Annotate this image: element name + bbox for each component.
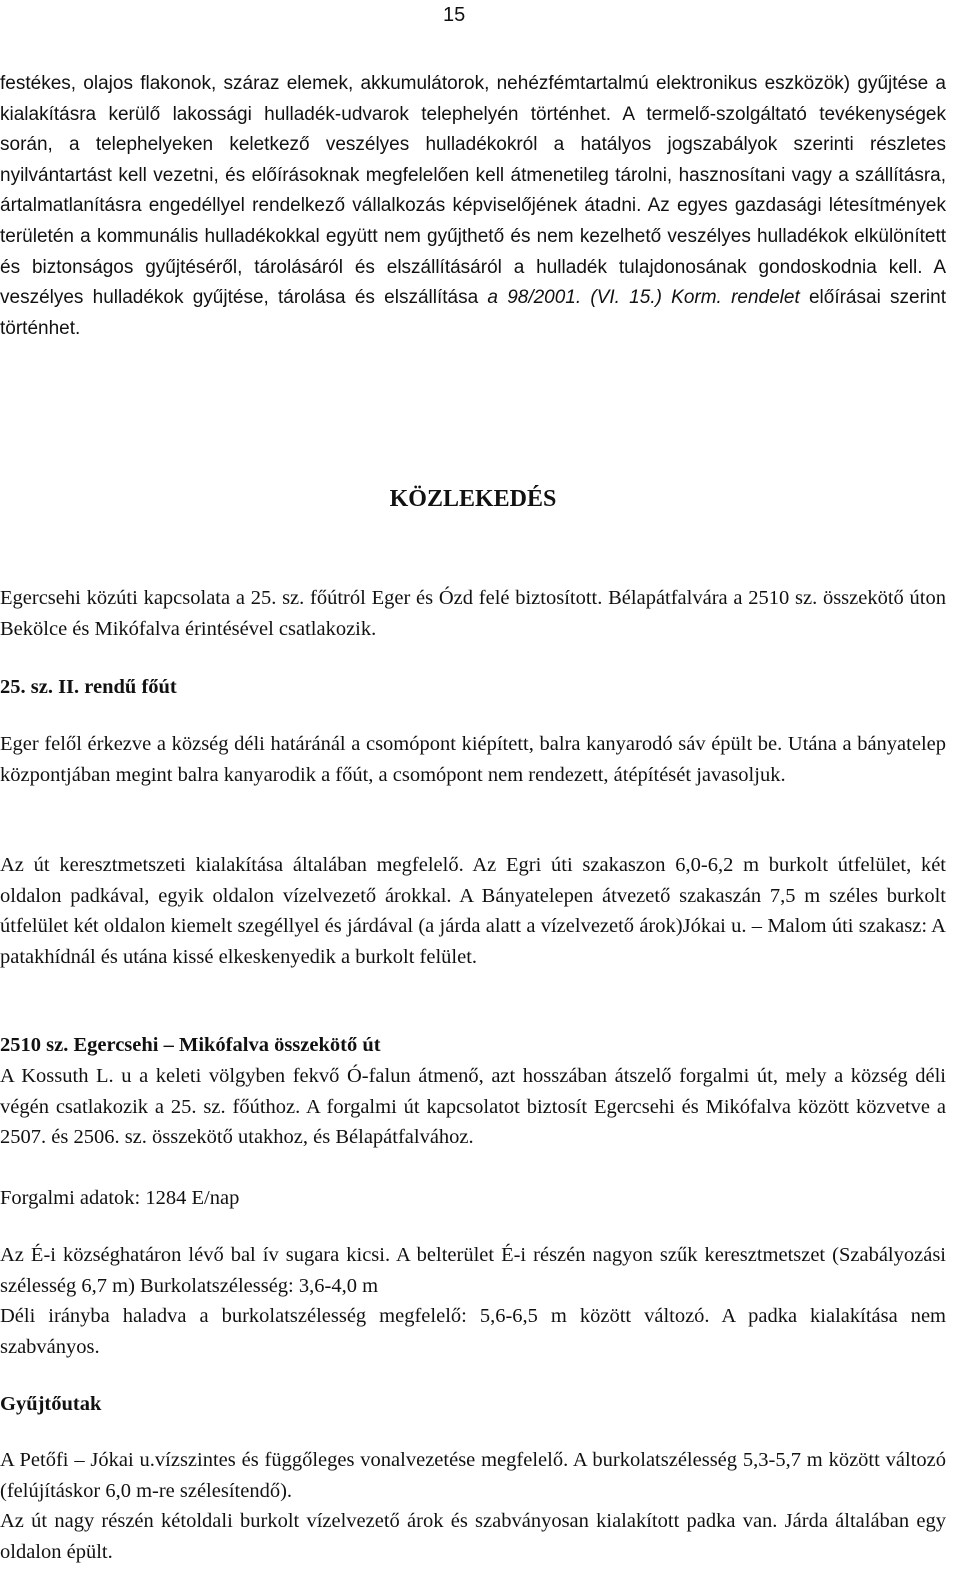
paragraph-road-25-cross-section: Az út keresztmetszeti kialakítása általában megfelelő. Az Egri úti szakaszon 6,0-6,2 m burkolt útfelület, két oldalon padkával, egyik oldalon vízelvezető árokkal. A Bányatelepen átvezető szakaszán 7,5 m széles burkolt útfelület két oldalon kiemelt szegéllyel és járdával (a járda alatt a vízelvezető árok)Jókai u. – Malom úti szakasz: A patakhídnál és utána kissé elkeskenyedik a burkolt felület. (0, 854, 946, 968)
heading-road-2510: 2510 sz. Egercsehi – Mikófalva összekötő út (0, 1034, 381, 1056)
paragraph-hazardous-waste (0, 69, 946, 344)
paragraph-collector-petofi-jokai: A Petőfi – Jókai u.vízszintes és függőleges vonalvezetése megfelelő. A burkolatszélesség 5,3-5,7 m között változó (felújításkor 6,0 m-re szélesítendő). (0, 1449, 946, 1502)
heading-collector-roads: Gyűjtőutak (0, 1393, 102, 1415)
paragraph-south-section: Déli irányba haladva a burkolatszélesség megfelelő: 5,6-6,5 m között változó. A padka kialakítása nem szabványos. (0, 1305, 946, 1358)
paragraph-intro: Egercsehi közúti kapcsolata a 25. sz. főútról Eger és Ózd felé biztosított. Bélapátfalvára a 2510 sz. összekötő úton Bekölce és Mikófalva érintésével csatlakozik. (0, 587, 946, 640)
paragraph-hazardous-waste-text-b: előírásai szerint történhet. (0, 287, 946, 339)
paragraph-traffic-data: Forgalmi adatok: 1284 E/nap (0, 1187, 240, 1209)
regulation-reference: a 98/2001. (VI. 15.) Korm. rendelet (487, 287, 800, 309)
paragraph-road-25-junction: Eger felől érkezve a község déli határánál a csomópont kiépített, balra kanyarodó sáv épült be. Utána a bányatelep központjában megint balra kanyarodik a főút, a csomópont nem rendezett, átépítését javasoljuk. (0, 733, 946, 786)
paragraph-collector-drainage: Az út nagy részén kétoldali burkolt vízelvezető árok és szabványosan kialakított padka van. Járda általában egy oldalon épült. (0, 1510, 946, 1563)
heading-road-25: 25. sz. II. rendű főút (0, 676, 177, 698)
paragraph-road-2510-route: A Kossuth L. u a keleti völgyben fekvő Ó-falun átmenő, azt hosszában átszelő forgalmi út, mely a község déli végén csatlakozik a 25. sz. főúthoz. A forgalmi út kapcsolatot biztosít Egercsehi és Mikófalva között közvetve a 2507. és 2506. sz. összekötő utakhoz, és Bélapátfalvához. (0, 1065, 946, 1149)
page-number: 15 (443, 4, 466, 26)
paragraph-north-section: Az É-i községhatáron lévő bal ív sugara kicsi. A belterület É-i részén nagyon szűk keresztmetszet (Szabályozási szélesség 6,7 m) Burkolatszélesség: 3,6-4,0 m (0, 1244, 946, 1297)
paragraph-hazardous-waste-text-a: festékes, olajos flakonok, száraz elemek, akkumulátorok, nehézfémtartalmú elektronikus eszközök) gyűjtése a kialakításra kerülő lakossági hulladék-udvarok telephelyén történhet. A termelő-szolgáltató tevékenységek során, a telephelyeken keletkező veszélyes hulladékokról a hatályos jogszabályok szerinti részletes nyilvántartást kell vezetni, és előírásoknak megfelelően kell átmenetileg tárolni, hasznosítani vagy a szállításra, ártalmatlanításra engedéllyel rendelkező vállalkozás képviselőjének átadni. Az egyes gazdasági létesítmények területén a kommunális hulladékokkal együtt nem gyűjthető és nem kezelhető veszélyes hulladékok elkülönített és biztonságos gyűjtéséről, tárolásáról és elszállításáról a hulladék tulajdonosának gondoskodnia kell. A veszélyes hulladékok gyűjtése, tárolása és elszállítása (0, 73, 946, 309)
section-title: KÖZLEKEDÉS (389, 486, 557, 512)
